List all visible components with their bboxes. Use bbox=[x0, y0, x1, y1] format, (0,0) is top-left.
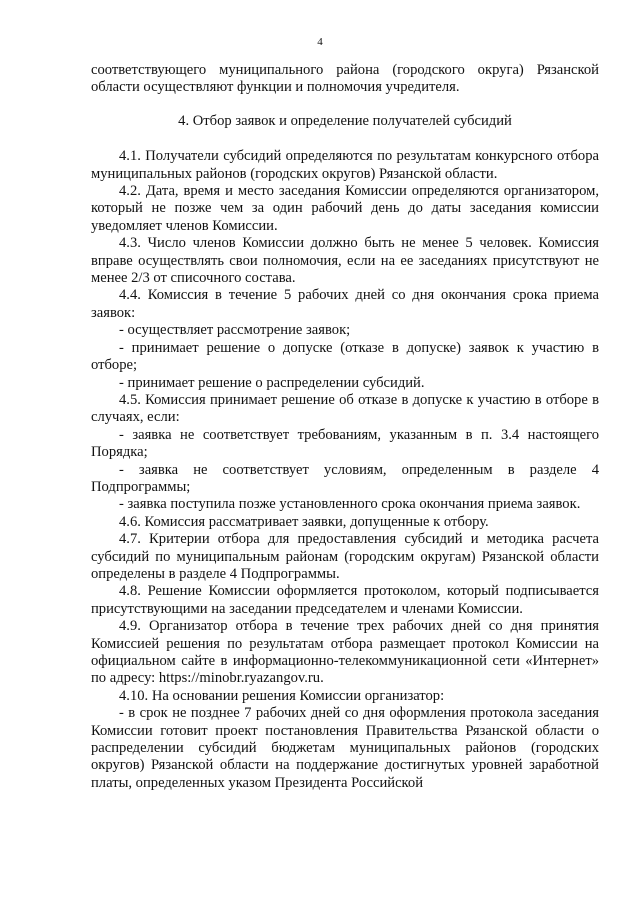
page-number: 4 bbox=[317, 36, 323, 48]
list-item: - заявка не соответствует условиям, определенным в разделе 4 Подпрограммы; bbox=[91, 461, 599, 495]
list-item: - осуществляет рассмотрение заявок; bbox=[119, 322, 351, 339]
intro-paragraph: соответствующего муниципального района (городского округа) Рязанской области осуществляют функции и полномочия учредителя. bbox=[91, 62, 599, 96]
paragraph-4-7: 4.7. Критерии отбора для предоставления субсидий и методика расчета субсидий по муниципальным районам (городским округам) Рязанской области определены в разделе 4 Подпрограммы. bbox=[91, 531, 599, 582]
paragraph-4-6: 4.6. Комиссия рассматривает заявки, допущенные к отбору. bbox=[119, 513, 489, 530]
list-item: - заявка поступила позже установленного срока окончания приема заявок. bbox=[119, 496, 581, 513]
list-item: - принимает решение о допуске (отказе в допуске) заявок к участию в отборе; bbox=[91, 339, 599, 374]
paragraph-4-1: 4.1. Получатели субсидий определяются по результатам конкурсного отбора муниципальных районов (городских округов) Рязанской области. bbox=[91, 148, 599, 182]
list-item: - в срок не позднее 7 рабочих дней со дня оформления протокола заседания Комиссии готовит проект постановления Правительства Рязанской области о распределении субсидий бюджетам муниципальных районов (городских округов) Рязанской области на поддержание достигнутых уровней заработной платы, определенных указом Президента Российской bbox=[91, 705, 599, 791]
paragraph-4-5: 4.5. Комиссия принимает решение об отказе в допуске к участию в отборе в случаях, если: bbox=[91, 391, 599, 426]
section-heading: 4. Отбор заявок и определение получателей субсидий bbox=[178, 112, 512, 129]
paragraph-4-8: 4.8. Решение Комиссии оформляется протоколом, который подписывается присутствующими на заседании председателем и членами Комиссии. bbox=[91, 583, 599, 617]
paragraph-4-2: 4.2. Дата, время и место заседания Комиссии определяются организатором, который не позже чем за один рабочий день до даты заседания комиссии уведомляет членов Комиссии. bbox=[91, 183, 599, 234]
document-body bbox=[91, 62, 599, 792]
paragraph-4-9: 4.9. Организатор отбора в течение трех рабочих дней со дня принятия Комиссией решения по результатам отбора размещает протокол Комиссии на официальном сайте в информационно-телекоммуникационной сети «Интернет» по адресу: https://minobr.ryazangov.ru. bbox=[91, 618, 599, 687]
list-item: - принимает решение о распределении субсидий. bbox=[119, 374, 425, 391]
paragraph-4-4: 4.4. Комиссия в течение 5 рабочих дней со дня окончания срока приема заявок: bbox=[91, 287, 599, 321]
list-item: - заявка не соответствует требованиям, указанным в п. 3.4 настоящего Порядка; bbox=[91, 426, 599, 461]
paragraph-4-10: 4.10. На основании решения Комиссии организатор: bbox=[119, 687, 445, 704]
paragraph-4-3: 4.3. Число членов Комиссии должно быть не менее 5 человек. Комиссия вправе осуществлять свои полномочия, если на ее заседаниях присутствуют не менее 2/3 от списочного состава. bbox=[91, 235, 599, 287]
